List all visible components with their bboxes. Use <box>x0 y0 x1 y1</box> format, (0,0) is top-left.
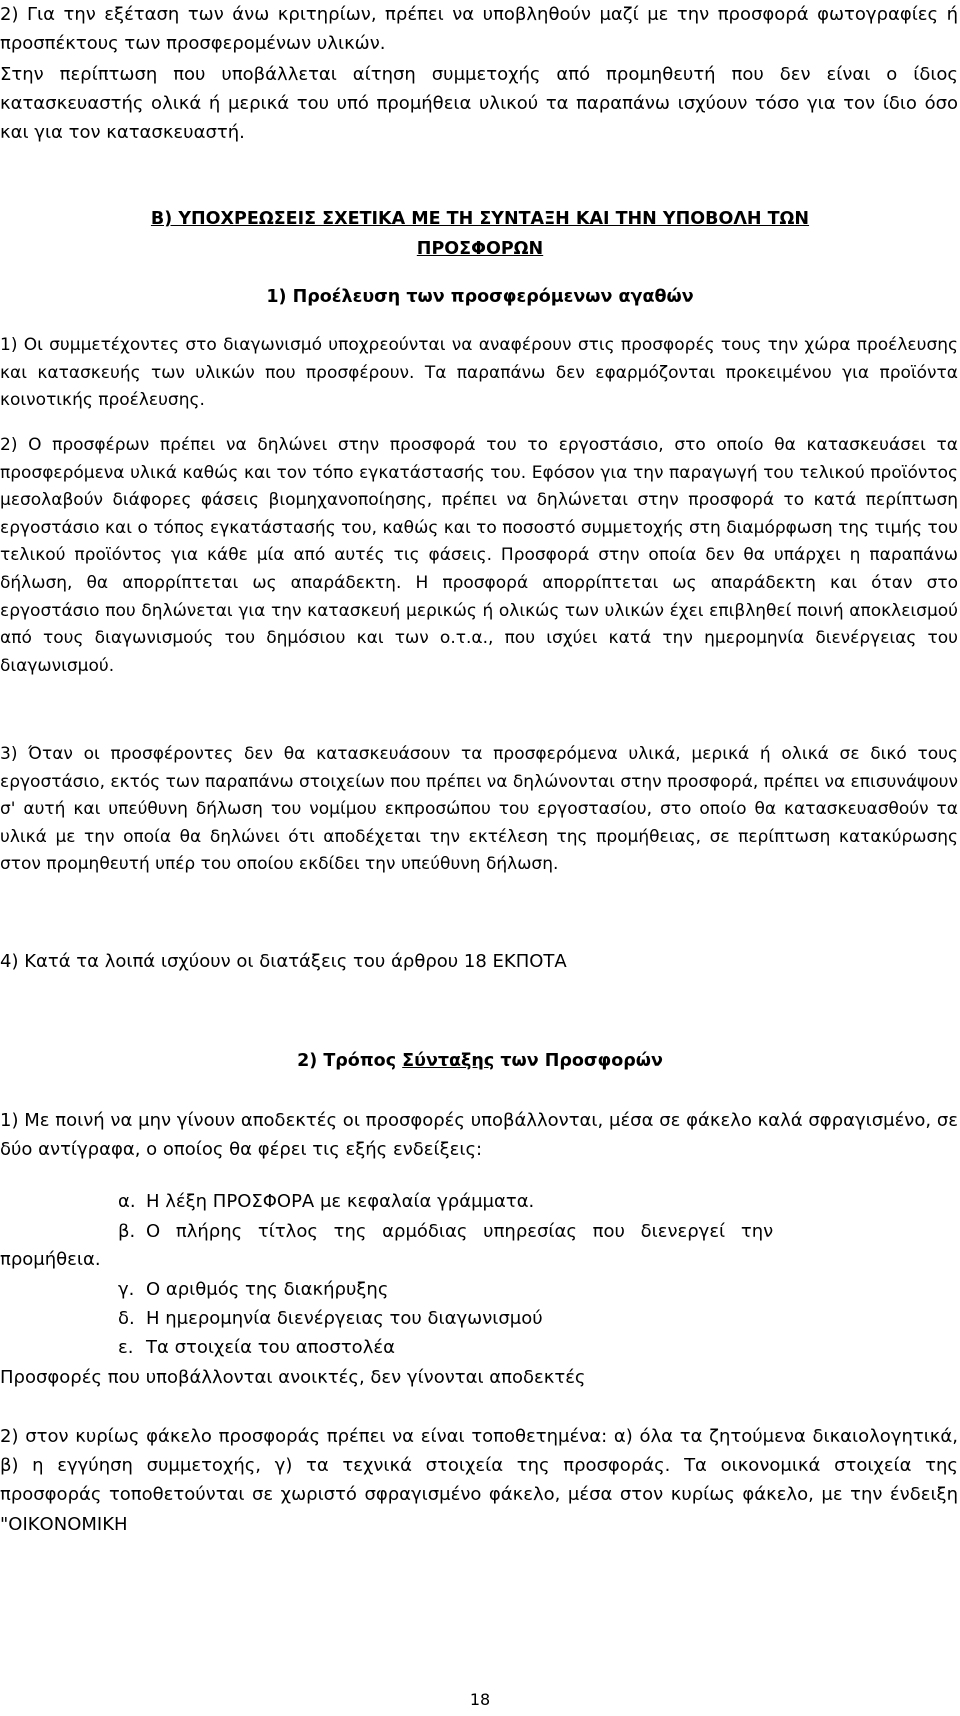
subsection-2-note: Προσφορές που υποβάλλονται ανοικτές, δεν γίνονται αποδεκτές <box>0 1367 586 1388</box>
intro-paragraph-1: 2) Για την εξέταση των άνω κριτηρίων, πρέπει να υποβληθούν μαζί με την προσφορά φωτογραφίες ή προσπέκτους των προσφερομένων υλικών. <box>0 4 958 55</box>
subsection-2-paragraph-2: 2) στον κυρίως φάκελο προσφοράς πρέπει να είναι τοποθετημένα: α) όλα τα ζητούμενα δικαιολογητικά, β) η εγγύηση συμμετοχής, γ) τα τεχνικά στοιχεία της προσφοράς. Τα οικονομικά στοιχεία της προσφοράς τοποθετούνται σε χωριστό σφραγισμένο φάκελο, μέσα στον κυρίως φάκελο, με την ένδειξη "ΟΙΚΟΝΟΜΙΚΗ <box>0 1426 958 1535</box>
subsection-2-title-suffix: των Προσφορών <box>494 1051 663 1071</box>
list-item-marker: α. <box>118 1191 136 1212</box>
list-item-text: Η λέξη ΠΡΟΣΦΟΡΑ με κεφαλαία γράμματα. <box>146 1191 535 1212</box>
list-item <box>118 1221 958 1242</box>
list-item <box>118 1191 534 1212</box>
list-item <box>118 1279 388 1300</box>
list-item <box>118 1308 543 1329</box>
list-item-text: Ο αριθμός της διακήρυξης <box>146 1279 389 1300</box>
page-number: 18 <box>469 1690 491 1709</box>
list-item-continuation: προμήθεια. <box>0 1249 101 1270</box>
subsection-2-paragraph-1: 1) Με ποινή να μην γίνουν αποδεκτές οι προσφορές υποβάλλονται, μέσα σε φάκελο καλά σφραγισμένο, σε δύο αντίγραφα, ο οποίος θα φέρει τις εξής ενδείξεις: <box>0 1110 958 1161</box>
list-item-text: Ο πλήρης τίτλος της αρμόδιας υπηρεσίας που διενεργεί την <box>146 1221 774 1242</box>
subsection-1-paragraph-4: 4) Κατά τα λοιπά ισχύουν οι διατάξεις του άρθρου 18 ΕΚΠΟΤΑ <box>0 951 567 972</box>
subsection-1-paragraph-2: 2) Ο προσφέρων πρέπει να δηλώνει στην προσφορά του το εργοστάσιο, στο οποίο θα κατασκευάσει τα προσφερόμενα υλικά καθώς και τον τόπο εγκατάστασής του. Εφόσον για την παραγωγή του τελικού προϊόντος μεσολαβούν διάφορες φάσεις βιομηχανοποίησης, πρέπει να δηλώνεται στην προσφορά το κατά περίπτωση εργοστάσιο και ο τόπος εγκατάστασής του, καθώς και το ποσοστό συμμετοχής στη διαμόρφωση της τιμής του τελικού προϊόντος για κάθε μία από αυτές τις φάσεις. Προσφορά στην οποία δεν θα υπάρχει η παραπάνω δήλωση, θα απορρίπτεται ως απαράδεκτη. Η προσφορά απορρίπτεται ως απαράδεκτη και όταν στο εργοστάσιο που δηλώνεται για την κατασκευή μερικώς ή ολικώς των υλικών έχει επιβληθεί ποινή αποκλεισμού από τους διαγωνισμούς του δημόσιου και των ο.τ.α., που ισχύει κατά την ημερομηνία διενέργειας του διαγωνισμού. <box>0 435 958 676</box>
list-item-marker: γ. <box>118 1279 135 1300</box>
subsection-2-title-prefix: 2) Τρόπος <box>297 1051 403 1071</box>
list-item-text: Η ημερομηνία διενέργειας του διαγωνισμού <box>146 1308 543 1329</box>
list-item-marker: ε. <box>118 1337 134 1358</box>
subsection-1-title: 1) Προέλευση των προσφερόμενων αγαθών <box>266 287 694 307</box>
subsection-2-title <box>0 1051 960 1071</box>
section-b-title-line-2: ΠΡΟΣΦΟΡΩΝ <box>416 239 544 259</box>
list-item-marker: δ. <box>118 1308 135 1329</box>
section-b-title-line-1: Β) ΥΠΟΧΡΕΩΣΕΙΣ ΣΧΕΤΙΚΑ ΜΕ ΤΗ ΣΥΝΤΑΞΗ ΚΑΙ ΤΗΝ ΥΠΟΒΟΛΗ ΤΩΝ <box>150 209 810 229</box>
subsection-2-title-underlined: Σύνταξης <box>402 1051 495 1071</box>
intro-paragraph-2: Στην περίπτωση που υποβάλλεται αίτηση συμμετοχής από προμηθευτή που δεν είναι ο ίδιος κατασκευαστής ολικά ή μερικά του υπό προμήθεια υλικού τα παραπάνω ισχύουν τόσο για τον ίδιο όσο και για τον κατασκευαστή. <box>0 64 958 144</box>
list-item-text: Τα στοιχεία του αποστολέα <box>146 1337 395 1358</box>
list-item-marker: β. <box>118 1221 136 1242</box>
subsection-1-paragraph-3: 3) Όταν οι προσφέροντες δεν θα κατασκευάσουν τα προσφερόμενα υλικά, μερικά ή ολικά σε δικό τους εργοστάσιο, εκτός των παραπάνω στοιχείων που πρέπει να δηλώνονται στην προσφορά, πρέπει να επισυνάψουν σ' αυτή και υπεύθυνη δήλωση του νομίμου εκπροσώπου του εργοστασίου, στο οποίο θα κατασκευασθούν τα υλικά με την οποία θα δηλώνει ότι αποδέχεται την εκτέλεση της προμήθειας, σε περίπτωση κατακύρωσης στον προμηθευτή υπέρ του οποίου εκδίδει την υπεύθυνη δήλωση. <box>0 744 958 875</box>
subsection-1-paragraph-1: 1) Οι συμμετέχοντες στο διαγωνισμό υποχρεούνται να αναφέρουν στις προσφορές τους την χώρα προέλευσης και κατασκευής των υλικών που προσφέρουν. Τα παραπάνω δεν εφαρμόζονται προκειμένου για προϊόντα κοινοτικής προέλευσης. <box>0 335 958 411</box>
list-item <box>118 1337 395 1358</box>
